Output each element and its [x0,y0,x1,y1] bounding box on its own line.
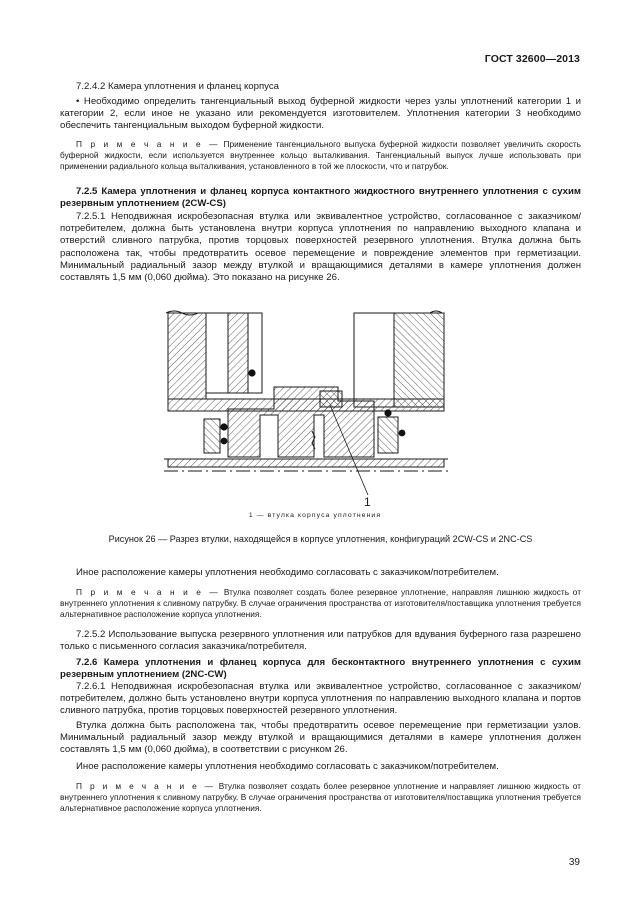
paragraph-7-2-6-1: 7.2.6.1 Неподвижная искробезопасная втулка или эквивалентное устройство, согласованное с заказчиком/потребителем, должно быть установлено внутри корпуса уплотнения по направлению выходного клапана и портов сливного патрубка, против торцовых поверхностей резервного уплотнения. [60,681,581,717]
subsection-title: 7.2.4.2 Камера уплотнения и фланец корпуса [76,81,279,92]
paragraph-bushing-position: Втулка должна быть расположена так, чтобы предотвратить осевое перемещение при герметизации узлов. Минимальный радиальный зазор между втулкой и вращающимися деталями в камере уплотнения должен составлять 1,5 мм (0,060 дюйма), в соответствии с рисунком 26. [60,720,581,756]
page-number: 39 [568,857,580,868]
figure-legend: 1 — втулка корпуса уплотнения [248,512,382,519]
note-2 [60,587,581,620]
note-label: П р и м е ч а н и е — [76,139,220,149]
note-3 [60,781,581,814]
figure-callout: 1 [364,495,371,509]
note-label: П р и м е ч а н и е — [76,587,221,597]
section-heading-7-2-5: 7.2.5 Камера уплотнения и фланец корпуса контактного жидкостного внутреннего уплотнения с сухим резервным уплотнением (2CW-CS) [60,186,581,210]
figure-26-drawing [164,309,448,509]
document-header: ГОСТ 32600—2013 [484,53,580,65]
bullet-paragraph: • Необходимо определить тангенциальный выход буферной жидкости через узлы уплотнений категории 1 и категории 2, если иное не указано или рекомендуется изготовителем. Уплотнения категории 3 необходимо обеспечить тангенциальным выходом буферной жидкости. [60,96,581,132]
note-text: Втулка позволяет создать более резервное уплотнение и направляет лишнюю жидкость от внутреннего уплотнения к сливному патрубку. В случае ограничения пространства от изготовителя/поставщика уплотнения требуется альтернативное расположение корпуса уплотнения. [60,781,581,813]
figure-caption: Рисунок 26 — Разрез втулки, находящейся в корпусе уплотнения, конфигураций 2CW-CS и 2NC-CS [108,534,533,544]
note-1 [60,139,581,172]
note-text: Втулка позволяет создать более резервное уплотнение, направляя лишнюю жидкость от внутреннего уплотнения к сливному патрубку. В случае ограничения пространства от изготовителя/поставщика уплотнения требуется альтернативное расположение корпуса уплотнения. [60,587,581,619]
paragraph-alt-arrangement-2: Иное расположение камеры уплотнения необходимо согласовать с заказчиком/потребителем. [76,761,499,772]
paragraph-alt-arrangement: Иное расположение камеры уплотнения необходимо согласовать с заказчиком/потребителем. [76,567,499,578]
note-label: П р и м е ч а н и е — [76,781,216,791]
note-text: Применение тангенциального выпуска буферной жидкости позволяет увеличить скорость буферной жидкости, если используется внутреннее кольцо выталкивания. Тангенциальный выпуск лучше использовать при применении радиального кольца выталкивания, установленного в той же плоскости, что и патрубок. [60,139,581,171]
paragraph-7-2-5-1: 7.2.5.1 Неподвижная искробезопасная втулка или эквивалентное устройство, согласованное с заказчиком/потребителем, должна быть установлена внутри корпуса уплотнения по направлению выходного клапана и отверстий сливного патрубка, против торцовых поверхностей резервного уплотнения. Втулка должна быть расположена так, чтобы предотвратить осевое перемещение и повреждение элементов при герметизации. Минимальный радиальный зазор между втулкой и вращающимися деталями в камере уплотнения должен составлять 1,5 мм (0,060 дюйма). Это показано на рисунке 26. [60,211,581,284]
paragraph-7-2-5-2: 7.2.5.2 Использование выпуска резервного уплотнения или патрубков для вдувания буферного газа разрешено только с письменного согласия заказчика/потребителя. [60,629,581,653]
section-heading-7-2-6: 7.2.6 Камера уплотнения и фланец корпуса для бесконтактного внутреннего уплотнения с сухим резервным уплотнением (2NC-CW) [60,657,581,681]
